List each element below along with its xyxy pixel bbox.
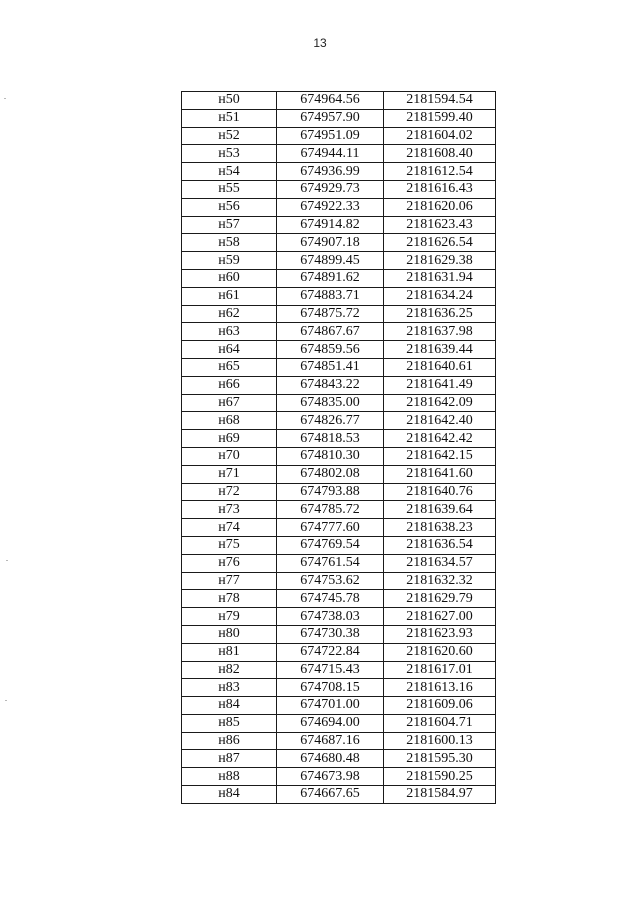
point-name-cell: н84: [182, 786, 277, 804]
y-coordinate-cell: 2181640.76: [384, 483, 496, 501]
point-name-cell: н74: [182, 519, 277, 537]
y-coordinate-cell: 2181608.40: [384, 145, 496, 163]
y-coordinate-cell: 2181609.06: [384, 697, 496, 715]
table-row: [182, 625, 496, 643]
point-name-cell: н57: [182, 216, 277, 234]
point-name-cell: н56: [182, 198, 277, 216]
point-name-cell: н54: [182, 163, 277, 181]
table-row: [182, 430, 496, 448]
table-row: [182, 394, 496, 412]
point-name-cell: н59: [182, 252, 277, 270]
point-name-cell: н62: [182, 305, 277, 323]
y-coordinate-cell: 2181642.09: [384, 394, 496, 412]
y-coordinate-cell: 2181642.42: [384, 430, 496, 448]
table-row: [182, 750, 496, 768]
point-name-cell: н85: [182, 714, 277, 732]
x-coordinate-cell: 674687.16: [277, 732, 384, 750]
point-name-cell: н50: [182, 92, 277, 110]
table-row: [182, 714, 496, 732]
table-row: [182, 590, 496, 608]
point-name-cell: н51: [182, 109, 277, 127]
x-coordinate-cell: 674826.77: [277, 412, 384, 430]
table-row: [182, 786, 496, 804]
table-row: [182, 127, 496, 145]
table-row: [182, 519, 496, 537]
y-coordinate-cell: 2181639.44: [384, 341, 496, 359]
point-name-cell: н61: [182, 287, 277, 305]
y-coordinate-cell: 2181584.97: [384, 786, 496, 804]
point-name-cell: н65: [182, 358, 277, 376]
table-row: [182, 732, 496, 750]
table-row: [182, 341, 496, 359]
table-row: [182, 358, 496, 376]
table-row: [182, 163, 496, 181]
coordinates-table: [181, 91, 496, 804]
x-coordinate-cell: 674936.99: [277, 163, 384, 181]
table-row: [182, 447, 496, 465]
table-row: [182, 198, 496, 216]
table-row: [182, 643, 496, 661]
y-coordinate-cell: 2181634.57: [384, 554, 496, 572]
y-coordinate-cell: 2181627.00: [384, 608, 496, 626]
point-name-cell: н77: [182, 572, 277, 590]
table-row: [182, 145, 496, 163]
y-coordinate-cell: 2181623.93: [384, 625, 496, 643]
table-row: [182, 768, 496, 786]
x-coordinate-cell: 674722.84: [277, 643, 384, 661]
table-row: [182, 269, 496, 287]
x-coordinate-cell: 674964.56: [277, 92, 384, 110]
point-name-cell: н80: [182, 625, 277, 643]
x-coordinate-cell: 674859.56: [277, 341, 384, 359]
table-row: [182, 180, 496, 198]
x-coordinate-cell: 674835.00: [277, 394, 384, 412]
x-coordinate-cell: 674944.11: [277, 145, 384, 163]
x-coordinate-cell: 674899.45: [277, 252, 384, 270]
point-name-cell: н87: [182, 750, 277, 768]
y-coordinate-cell: 2181629.38: [384, 252, 496, 270]
page-number: 13: [313, 36, 327, 50]
x-coordinate-cell: 674715.43: [277, 661, 384, 679]
table-row: [182, 287, 496, 305]
y-coordinate-cell: 2181641.60: [384, 465, 496, 483]
table-row: [182, 323, 496, 341]
y-coordinate-cell: 2181616.43: [384, 180, 496, 198]
point-name-cell: н86: [182, 732, 277, 750]
y-coordinate-cell: 2181641.49: [384, 376, 496, 394]
y-coordinate-cell: 2181626.54: [384, 234, 496, 252]
x-coordinate-cell: 674929.73: [277, 180, 384, 198]
x-coordinate-cell: 674914.82: [277, 216, 384, 234]
point-name-cell: н53: [182, 145, 277, 163]
table-row: [182, 608, 496, 626]
y-coordinate-cell: 2181604.71: [384, 714, 496, 732]
point-name-cell: н83: [182, 679, 277, 697]
y-coordinate-cell: 2181629.79: [384, 590, 496, 608]
y-coordinate-cell: 2181637.98: [384, 323, 496, 341]
point-name-cell: н72: [182, 483, 277, 501]
x-coordinate-cell: 674843.22: [277, 376, 384, 394]
x-coordinate-cell: 674769.54: [277, 536, 384, 554]
table-row: [182, 216, 496, 234]
x-coordinate-cell: 674875.72: [277, 305, 384, 323]
point-name-cell: н67: [182, 394, 277, 412]
x-coordinate-cell: 674673.98: [277, 768, 384, 786]
table-row: [182, 679, 496, 697]
y-coordinate-cell: 2181642.15: [384, 447, 496, 465]
point-name-cell: н66: [182, 376, 277, 394]
y-coordinate-cell: 2181613.16: [384, 679, 496, 697]
point-name-cell: н88: [182, 768, 277, 786]
x-coordinate-cell: 674785.72: [277, 501, 384, 519]
table-row: [182, 536, 496, 554]
point-name-cell: н79: [182, 608, 277, 626]
x-coordinate-cell: 674761.54: [277, 554, 384, 572]
y-coordinate-cell: 2181640.61: [384, 358, 496, 376]
point-name-cell: н73: [182, 501, 277, 519]
y-coordinate-cell: 2181604.02: [384, 127, 496, 145]
point-name-cell: н78: [182, 590, 277, 608]
table-row: [182, 697, 496, 715]
point-name-cell: н60: [182, 269, 277, 287]
x-coordinate-cell: 674753.62: [277, 572, 384, 590]
y-coordinate-cell: 2181620.06: [384, 198, 496, 216]
point-name-cell: н81: [182, 643, 277, 661]
x-coordinate-cell: 674730.38: [277, 625, 384, 643]
table-row: [182, 92, 496, 110]
y-coordinate-cell: 2181631.94: [384, 269, 496, 287]
point-name-cell: н52: [182, 127, 277, 145]
x-coordinate-cell: 674738.03: [277, 608, 384, 626]
point-name-cell: н82: [182, 661, 277, 679]
x-coordinate-cell: 674667.65: [277, 786, 384, 804]
x-coordinate-cell: 674777.60: [277, 519, 384, 537]
x-coordinate-cell: 674851.41: [277, 358, 384, 376]
y-coordinate-cell: 2181600.13: [384, 732, 496, 750]
point-name-cell: н68: [182, 412, 277, 430]
x-coordinate-cell: 674883.71: [277, 287, 384, 305]
y-coordinate-cell: 2181612.54: [384, 163, 496, 181]
point-name-cell: н76: [182, 554, 277, 572]
point-name-cell: н63: [182, 323, 277, 341]
x-coordinate-cell: 674802.08: [277, 465, 384, 483]
scan-speck: [6, 560, 8, 561]
y-coordinate-cell: 2181636.25: [384, 305, 496, 323]
table-row: [182, 483, 496, 501]
scan-speck: [5, 700, 7, 701]
x-coordinate-cell: 674867.67: [277, 323, 384, 341]
point-name-cell: н70: [182, 447, 277, 465]
y-coordinate-cell: 2181594.54: [384, 92, 496, 110]
x-coordinate-cell: 674680.48: [277, 750, 384, 768]
y-coordinate-cell: 2181623.43: [384, 216, 496, 234]
point-name-cell: н69: [182, 430, 277, 448]
y-coordinate-cell: 2181632.32: [384, 572, 496, 590]
table-row: [182, 109, 496, 127]
y-coordinate-cell: 2181595.30: [384, 750, 496, 768]
point-name-cell: н84: [182, 697, 277, 715]
y-coordinate-cell: 2181638.23: [384, 519, 496, 537]
table-row: [182, 305, 496, 323]
table-row: [182, 572, 496, 590]
x-coordinate-cell: 674922.33: [277, 198, 384, 216]
y-coordinate-cell: 2181617.01: [384, 661, 496, 679]
table-row: [182, 376, 496, 394]
x-coordinate-cell: 674957.90: [277, 109, 384, 127]
y-coordinate-cell: 2181599.40: [384, 109, 496, 127]
y-coordinate-cell: 2181620.60: [384, 643, 496, 661]
point-name-cell: н58: [182, 234, 277, 252]
y-coordinate-cell: 2181639.64: [384, 501, 496, 519]
scan-speck: [4, 98, 6, 99]
coordinates-table-body: [182, 92, 496, 804]
table-row: [182, 661, 496, 679]
x-coordinate-cell: 674793.88: [277, 483, 384, 501]
table-row: [182, 234, 496, 252]
x-coordinate-cell: 674694.00: [277, 714, 384, 732]
table-row: [182, 252, 496, 270]
x-coordinate-cell: 674951.09: [277, 127, 384, 145]
x-coordinate-cell: 674810.30: [277, 447, 384, 465]
point-name-cell: н71: [182, 465, 277, 483]
point-name-cell: н64: [182, 341, 277, 359]
x-coordinate-cell: 674701.00: [277, 697, 384, 715]
y-coordinate-cell: 2181636.54: [384, 536, 496, 554]
y-coordinate-cell: 2181642.40: [384, 412, 496, 430]
y-coordinate-cell: 2181590.25: [384, 768, 496, 786]
y-coordinate-cell: 2181634.24: [384, 287, 496, 305]
table-row: [182, 501, 496, 519]
table-row: [182, 554, 496, 572]
x-coordinate-cell: 674745.78: [277, 590, 384, 608]
point-name-cell: н75: [182, 536, 277, 554]
table-row: [182, 412, 496, 430]
x-coordinate-cell: 674708.15: [277, 679, 384, 697]
x-coordinate-cell: 674891.62: [277, 269, 384, 287]
table-row: [182, 465, 496, 483]
x-coordinate-cell: 674818.53: [277, 430, 384, 448]
x-coordinate-cell: 674907.18: [277, 234, 384, 252]
point-name-cell: н55: [182, 180, 277, 198]
